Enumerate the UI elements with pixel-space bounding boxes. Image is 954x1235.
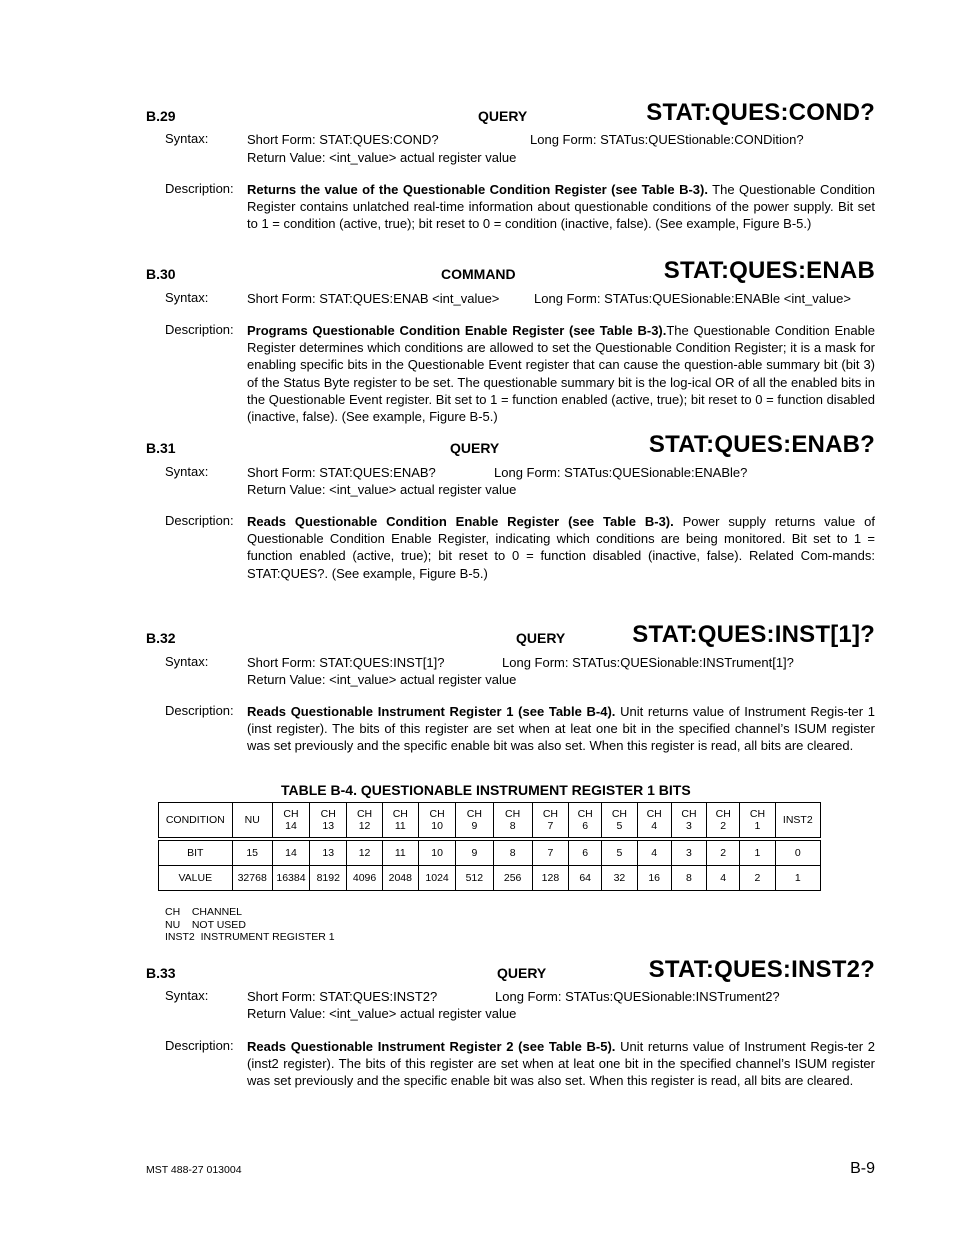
section-number: B.30: [146, 266, 176, 282]
header-cell-line: CH: [715, 808, 731, 820]
header-cell: [602, 803, 637, 838]
header-cell-line: 11: [394, 820, 406, 832]
table-cell: 8192: [310, 866, 347, 891]
header-cell-line: 2: [720, 820, 727, 832]
section-number: B.32: [146, 630, 176, 646]
header-cell-line: 5: [616, 820, 623, 832]
table-cell: 32768: [232, 866, 272, 891]
description-bold: Reads Questionable Instrument Register 1 (see Table B-4).: [247, 704, 616, 719]
table-cell: 1: [740, 841, 775, 866]
description-text: The Questionable Condition Enable Register determines which conditions are allowed to set the Questionable Condition Register; it is a mask for enabling specific bits in the Questionable Event register that can cause the question-able summary bit (bit 3) of the Status Byte register to be set. The questionable summary bit is the log-ical OR of all the enabled bits in the Questionable Event register. Bit set to 1 = function enabled (active, true); bit reset to 0 = function disabled (inactive, false). (See example, Figure B-5.): [247, 323, 875, 425]
section-kind: QUERY: [516, 630, 566, 646]
header-cell-line: 7: [547, 820, 554, 832]
header-cell: [418, 803, 455, 838]
header-cell-line: CH: [320, 808, 336, 820]
table-cell: 8: [671, 866, 706, 891]
long-form: Long Form: STATus:QUESionable:ENABle <int_value>: [534, 291, 851, 306]
header-cell-line: INST2: [782, 814, 813, 826]
header-cell-line: CH: [749, 808, 766, 820]
table-cell: 1: [775, 866, 820, 891]
description-bold: Reads Questionable Condition Enable Register (see Table B-3).: [247, 514, 674, 529]
table-cell: 10: [418, 841, 455, 866]
table-cell: 4096: [347, 866, 382, 891]
note-ch: CH CHANNEL: [165, 906, 243, 918]
table-cell: 16384: [272, 866, 309, 891]
syntax-label: Syntax:: [165, 131, 209, 146]
table-cell: 6: [569, 841, 602, 866]
header-cell: [569, 803, 602, 838]
section-number: B.31: [146, 440, 176, 456]
table-title: TABLE B-4. QUESTIONABLE INSTRUMENT REGISTER 1 BITS: [281, 782, 691, 798]
header-cell-line: 3: [686, 820, 692, 832]
header-cell-line: CH: [429, 808, 445, 820]
long-form: Long Form: STATus:QUESionable:INSTrument[1]?: [502, 655, 794, 670]
description-label: Description:: [165, 322, 234, 337]
table-cell: 64: [569, 866, 602, 891]
header-cell: [456, 803, 493, 838]
command-title: STAT:QUES:COND?: [646, 99, 875, 126]
syntax-label: Syntax:: [165, 464, 209, 479]
command-title: STAT:QUES:ENAB?: [648, 431, 875, 458]
header-cell-line: CH: [577, 808, 593, 820]
table-cell: 14: [272, 841, 309, 866]
description-text: The Questionable Condition Register contains unlatched real-time information about questionable conditions of the power supply. Bit set to 1 = condition (active, true); bit reset to 0 = condition (inactive, false). (See example, Figure B-5.): [247, 182, 875, 232]
table-cell: 3: [671, 841, 706, 866]
description: [247, 1038, 875, 1090]
description-text: Unit returns value of Instrument Regis-ter 2 (inst2 register). The bits of this register are set when at leat one bit in the specified channel’s ISUM register was set previously and the specific enable bit was also set. When this register is read, all bits are cleared.: [247, 1039, 875, 1089]
header-cell: [347, 803, 382, 838]
description-bold: Returns the value of the Questionable Condition Register (see Table B-3).: [247, 182, 708, 197]
header-cell-line: CH: [611, 808, 628, 820]
section-kind: QUERY: [450, 440, 500, 456]
note-inst2: INST2 INSTRUMENT REGISTER 1: [165, 931, 335, 943]
table-cell: 2: [707, 841, 740, 866]
header-cell: [232, 803, 272, 838]
description-text: Power supply returns value of Questionable Condition Enable Register, indicating which conditions are being monitored. Bit set to 1 = function enabled (active, true); bit reset to 0 = function disabled (inactive, false). Related Com-mands: STAT:QUES?. (See example, Figure B-5.): [247, 514, 875, 581]
table-cell: 256: [493, 866, 532, 891]
table-cell: 512: [456, 866, 493, 891]
header-cell-line: 8: [509, 820, 516, 832]
header-cell-line: NU: [244, 814, 260, 826]
long-form: Long Form: STATus:QUEStionable:CONDition?: [530, 132, 804, 147]
return-value: Return Value: <int_value> actual register value: [247, 150, 517, 165]
header-cell-line: CH: [283, 808, 299, 820]
header-cell-line: 14: [285, 820, 297, 832]
short-form: Short Form: STAT:QUES:ENAB <int_value>: [247, 291, 500, 306]
header-cell: [310, 803, 347, 838]
table-cell: 8: [493, 841, 532, 866]
header-cell: [382, 803, 418, 838]
table-cell: 11: [382, 841, 418, 866]
short-form: Short Form: STAT:QUES:COND?: [247, 132, 439, 147]
table-cell: 5: [602, 841, 637, 866]
header-cell-line: CH: [466, 808, 482, 820]
table-row-bit: [159, 841, 821, 866]
command-title: STAT:QUES:INST2?: [648, 956, 875, 983]
section-kind: COMMAND: [441, 266, 516, 282]
header-cell-line: 10: [431, 820, 443, 832]
header-cell-line: CH: [542, 808, 558, 820]
table-cell: 0: [775, 841, 820, 866]
table-cell: 4: [637, 841, 671, 866]
description-bold: Reads Questionable Instrument Register 2 (see Table B-5).: [247, 1039, 616, 1054]
table-header-row: [159, 803, 821, 838]
description-label: Description:: [165, 703, 234, 718]
register-table: [158, 802, 821, 891]
header-cell: [775, 803, 820, 838]
description: [247, 322, 875, 425]
table-cell: 32: [602, 866, 637, 891]
header-cell-line: CH: [681, 808, 697, 820]
short-form: Short Form: STAT:QUES:INST2?: [247, 989, 438, 1004]
table-cell: 9: [456, 841, 493, 866]
long-form: Long Form: STATus:QUESionable:INSTrument2?: [495, 989, 780, 1004]
header-cell-line: 9: [471, 820, 478, 832]
table-cell: 16: [637, 866, 671, 891]
footer-doc-id: MST 488-27 013004: [146, 1164, 242, 1176]
header-cell-line: CONDITION: [165, 814, 225, 826]
return-value: Return Value: <int_value> actual register value: [247, 482, 517, 497]
table-cell: 12: [347, 841, 382, 866]
header-cell: [159, 803, 233, 838]
header-cell-line: CH: [646, 808, 662, 820]
table-cell: 128: [532, 866, 568, 891]
note-nu: NU NOT USED: [165, 918, 246, 931]
table-cell: 7: [532, 841, 568, 866]
table-cell: 15: [232, 841, 272, 866]
header-cell: [671, 803, 706, 838]
description: [247, 181, 875, 233]
header-cell-line: CH: [356, 808, 373, 820]
command-title: STAT:QUES:INST[1]?: [632, 621, 875, 648]
section-kind: QUERY: [478, 108, 528, 124]
header-cell: [707, 803, 740, 838]
description-text: Unit returns value of Instrument Regis-ter 1 (inst register). The bits of this register are set when at leat one bit in the specified channel’s ISUM register was set previously and the specific enable bit was also set. When this register is read, all bits are cleared.: [247, 704, 875, 754]
header-cell: [637, 803, 671, 838]
row-label-cell: BIT: [159, 841, 233, 866]
description: [247, 513, 875, 582]
return-value: Return Value: <int_value> actual register value: [247, 672, 517, 687]
header-cell-line: 4: [651, 820, 658, 832]
header-cell-line: CH: [505, 808, 521, 820]
short-form: Short Form: STAT:QUES:INST[1]?: [247, 655, 445, 670]
description-label: Description:: [165, 513, 234, 528]
header-cell: [272, 803, 309, 838]
description-label: Description:: [165, 1038, 234, 1053]
header-cell: [532, 803, 568, 838]
description: [247, 703, 875, 755]
long-form: Long Form: STATus:QUESionable:ENABle?: [494, 465, 748, 480]
header-cell: [740, 803, 775, 838]
header-cell: [493, 803, 532, 838]
description-bold: Programs Questionable Condition Enable Register (see Table B-3).: [247, 323, 667, 338]
page-number: B-9: [850, 1160, 875, 1177]
syntax-label: Syntax:: [165, 290, 209, 305]
table-cell: 2048: [382, 866, 418, 891]
row-label-cell: VALUE: [159, 866, 233, 891]
table-cell: 13: [310, 841, 347, 866]
command-title: STAT:QUES:ENAB: [663, 257, 875, 284]
header-cell-line: 12: [358, 820, 371, 832]
short-form: Short Form: STAT:QUES:ENAB?: [247, 465, 436, 480]
header-cell-line: 6: [582, 820, 589, 832]
syntax-label: Syntax:: [165, 654, 209, 669]
table-notes: [165, 906, 335, 944]
table-cell: 4: [707, 866, 740, 891]
header-cell-line: CH: [392, 808, 408, 820]
description-label: Description:: [165, 181, 234, 196]
table-cell: 2: [740, 866, 775, 891]
syntax-label: Syntax:: [165, 988, 209, 1003]
return-value: Return Value: <int_value> actual register value: [247, 1006, 517, 1021]
section-kind: QUERY: [497, 965, 547, 981]
table-row-value: [159, 866, 821, 891]
header-cell-line: 13: [322, 820, 335, 832]
header-cell-line: 1: [754, 820, 761, 832]
section-number: B.29: [146, 108, 176, 124]
section-number: B.33: [146, 965, 176, 981]
table-cell: 1024: [418, 866, 455, 891]
